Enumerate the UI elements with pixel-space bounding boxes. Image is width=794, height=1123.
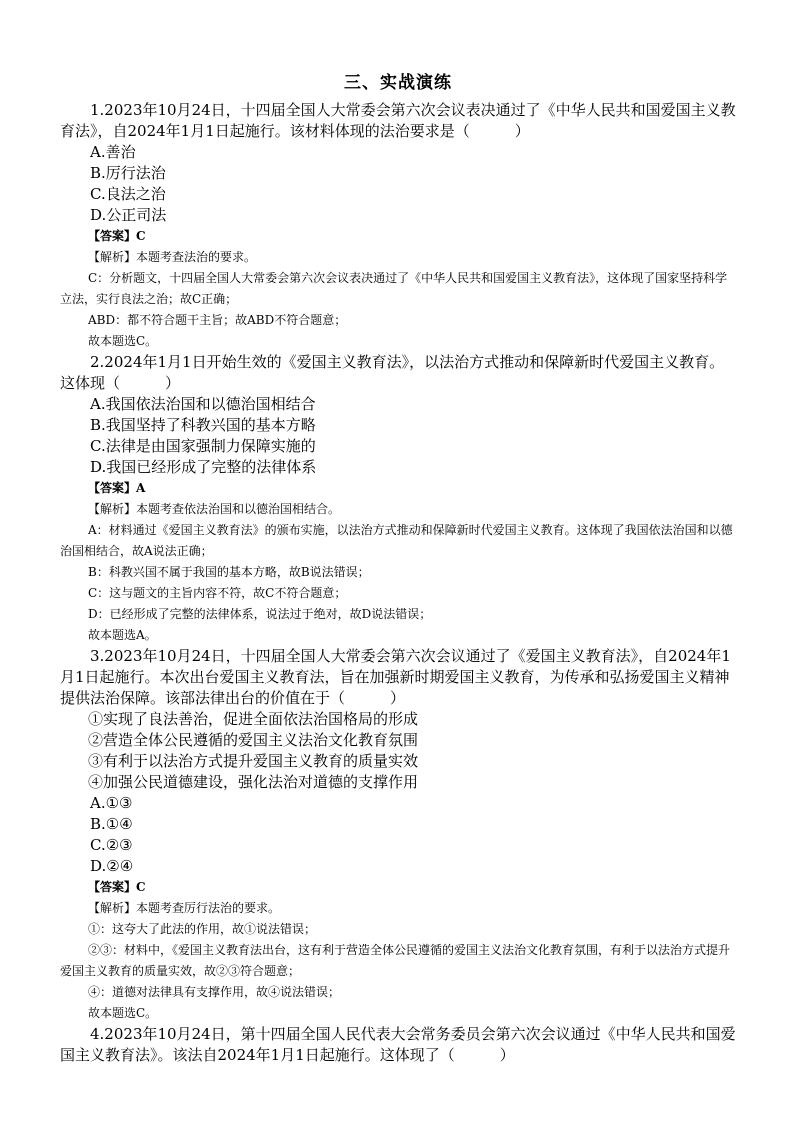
question-1-option-d: D.公正司法 (90, 206, 167, 224)
question-2-stem: 2.2024年1月1日开始生效的《爱国主义教育法》，以法治方式推动和保障新时代爱国主义教育。这体现（ ） (60, 353, 725, 392)
question-3-statement-2: ②营造全体公民遵循的爱国主义法治文化教育氛围 (88, 731, 419, 749)
question-3-analysis-line: ②③：材料中，《爱国主义教育法出台，这有利于营造全体公民遵循的爱国主义法治文化教育氛围，有利于以法治方式提升爱国主义教育的质量实效，故②③符合题意； (60, 943, 731, 978)
page-title: 三、实战演练 (344, 73, 452, 93)
question-1-stem: 1.2023年10月24日，十四届全国人大常委会第六次会议表决通过了《中华人民共和国爱国主义教育法》，自2024年1月1日起施行。该材料体现的法治要求是（ ） (60, 101, 736, 140)
question-4-stem: 4.2023年10月24日，第十四届全国人民代表大会常务委员会第六次会议通过《中华人民共和国爱国主义教育法》。该法自2024年1月1日起施行。这体现了（ ） (60, 1025, 736, 1064)
question-3-analysis-line: ①：这夸大了此法的作用，故①说法错误； (88, 922, 317, 936)
question-3-answer: 【答案】C (88, 880, 146, 894)
question-3-stem: 3.2023年10月24日，十四届全国人大常委会第六次会议通过了《爱国主义教育法》，自2024年1月1日起施行。本次出台爱国主义教育法，旨在加强新时期爱国主义教育，为传承和弘扬爱国主义精神提供法治保障。该部法律出台的价值在于（ ） (60, 647, 731, 707)
question-1-analysis-heading: 【解析】本题考查法治的要求。 (88, 250, 257, 264)
question-3-option-d: D.②④ (90, 857, 134, 875)
question-1-option-b: B.厉行法治 (90, 164, 166, 182)
question-2-option-a: A.我国依法治国和以德治国相结合 (90, 395, 316, 413)
question-3-option-b: B.①④ (90, 815, 133, 833)
question-3-analysis-heading: 【解析】本题考查厉行法治的要求。 (88, 901, 281, 915)
document-page (60, 66, 736, 1066)
question-2-analysis-line: B：科教兴国不属于我国的基本方略，故B说法错误； (88, 565, 370, 579)
question-1-option-a: A.善治 (90, 143, 136, 161)
question-2-option-b: B.我国坚持了科教兴国的基本方略 (90, 416, 316, 434)
question-3-statement-1: ①实现了良法善治，促进全面依法治国格局的形成 (88, 710, 419, 728)
question-2-option-c: C.法律是由国家强制力保障实施的 (90, 437, 316, 455)
question-3-statement-3: ③有利于以法治方式提升爱国主义教育的质量实效 (88, 752, 419, 770)
question-2-analysis-line: A：材料通过《爱国主义教育法》的颁布实施，以法治方式推动和保障新时代爱国主义教育。这体现了我国依法治国和以德治国相结合，故A说法正确； (60, 523, 733, 558)
question-3-statement-4: ④加强公民道德建设，强化法治对道德的支撑作用 (88, 773, 419, 791)
question-2-conclusion: 故本题选A。 (88, 628, 157, 642)
question-2-analysis-line: C：这与题文的主旨内容不符，故C不符合题意； (88, 586, 347, 600)
question-3-option-a: A.①③ (90, 794, 133, 812)
question-2-analysis-heading: 【解析】本题考查依法治国和以德治国相结合。 (88, 502, 341, 516)
question-3-option-c: C.②③ (90, 836, 133, 854)
question-1-conclusion: 故本题选C。 (88, 334, 158, 348)
question-1-analysis-line: ABD：都不符合题干主旨；故ABD不符合题意； (88, 313, 347, 327)
question-3-conclusion: 故本题选C。 (88, 1006, 158, 1020)
question-1-answer: 【答案】C (88, 229, 146, 243)
question-1-option-c: C.良法之治 (90, 185, 166, 203)
question-3-analysis-line: ④：道德对法律具有支撑作用，故④说法错误； (88, 985, 341, 999)
question-2-analysis-line: D：已经形成了完整的法律体系，说法过于绝对，故D说法错误； (88, 607, 432, 621)
question-1-analysis-line: C：分析题文，十四届全国人大常委会第六次会议表决通过了《中华人民共和国爱国主义教育法》，这体现了国家坚持科学立法，实行良法之治；故C正确； (60, 271, 728, 306)
question-2-answer: 【答案】A (88, 481, 146, 495)
question-2-option-d: D.我国已经形成了完整的法律体系 (90, 458, 317, 476)
